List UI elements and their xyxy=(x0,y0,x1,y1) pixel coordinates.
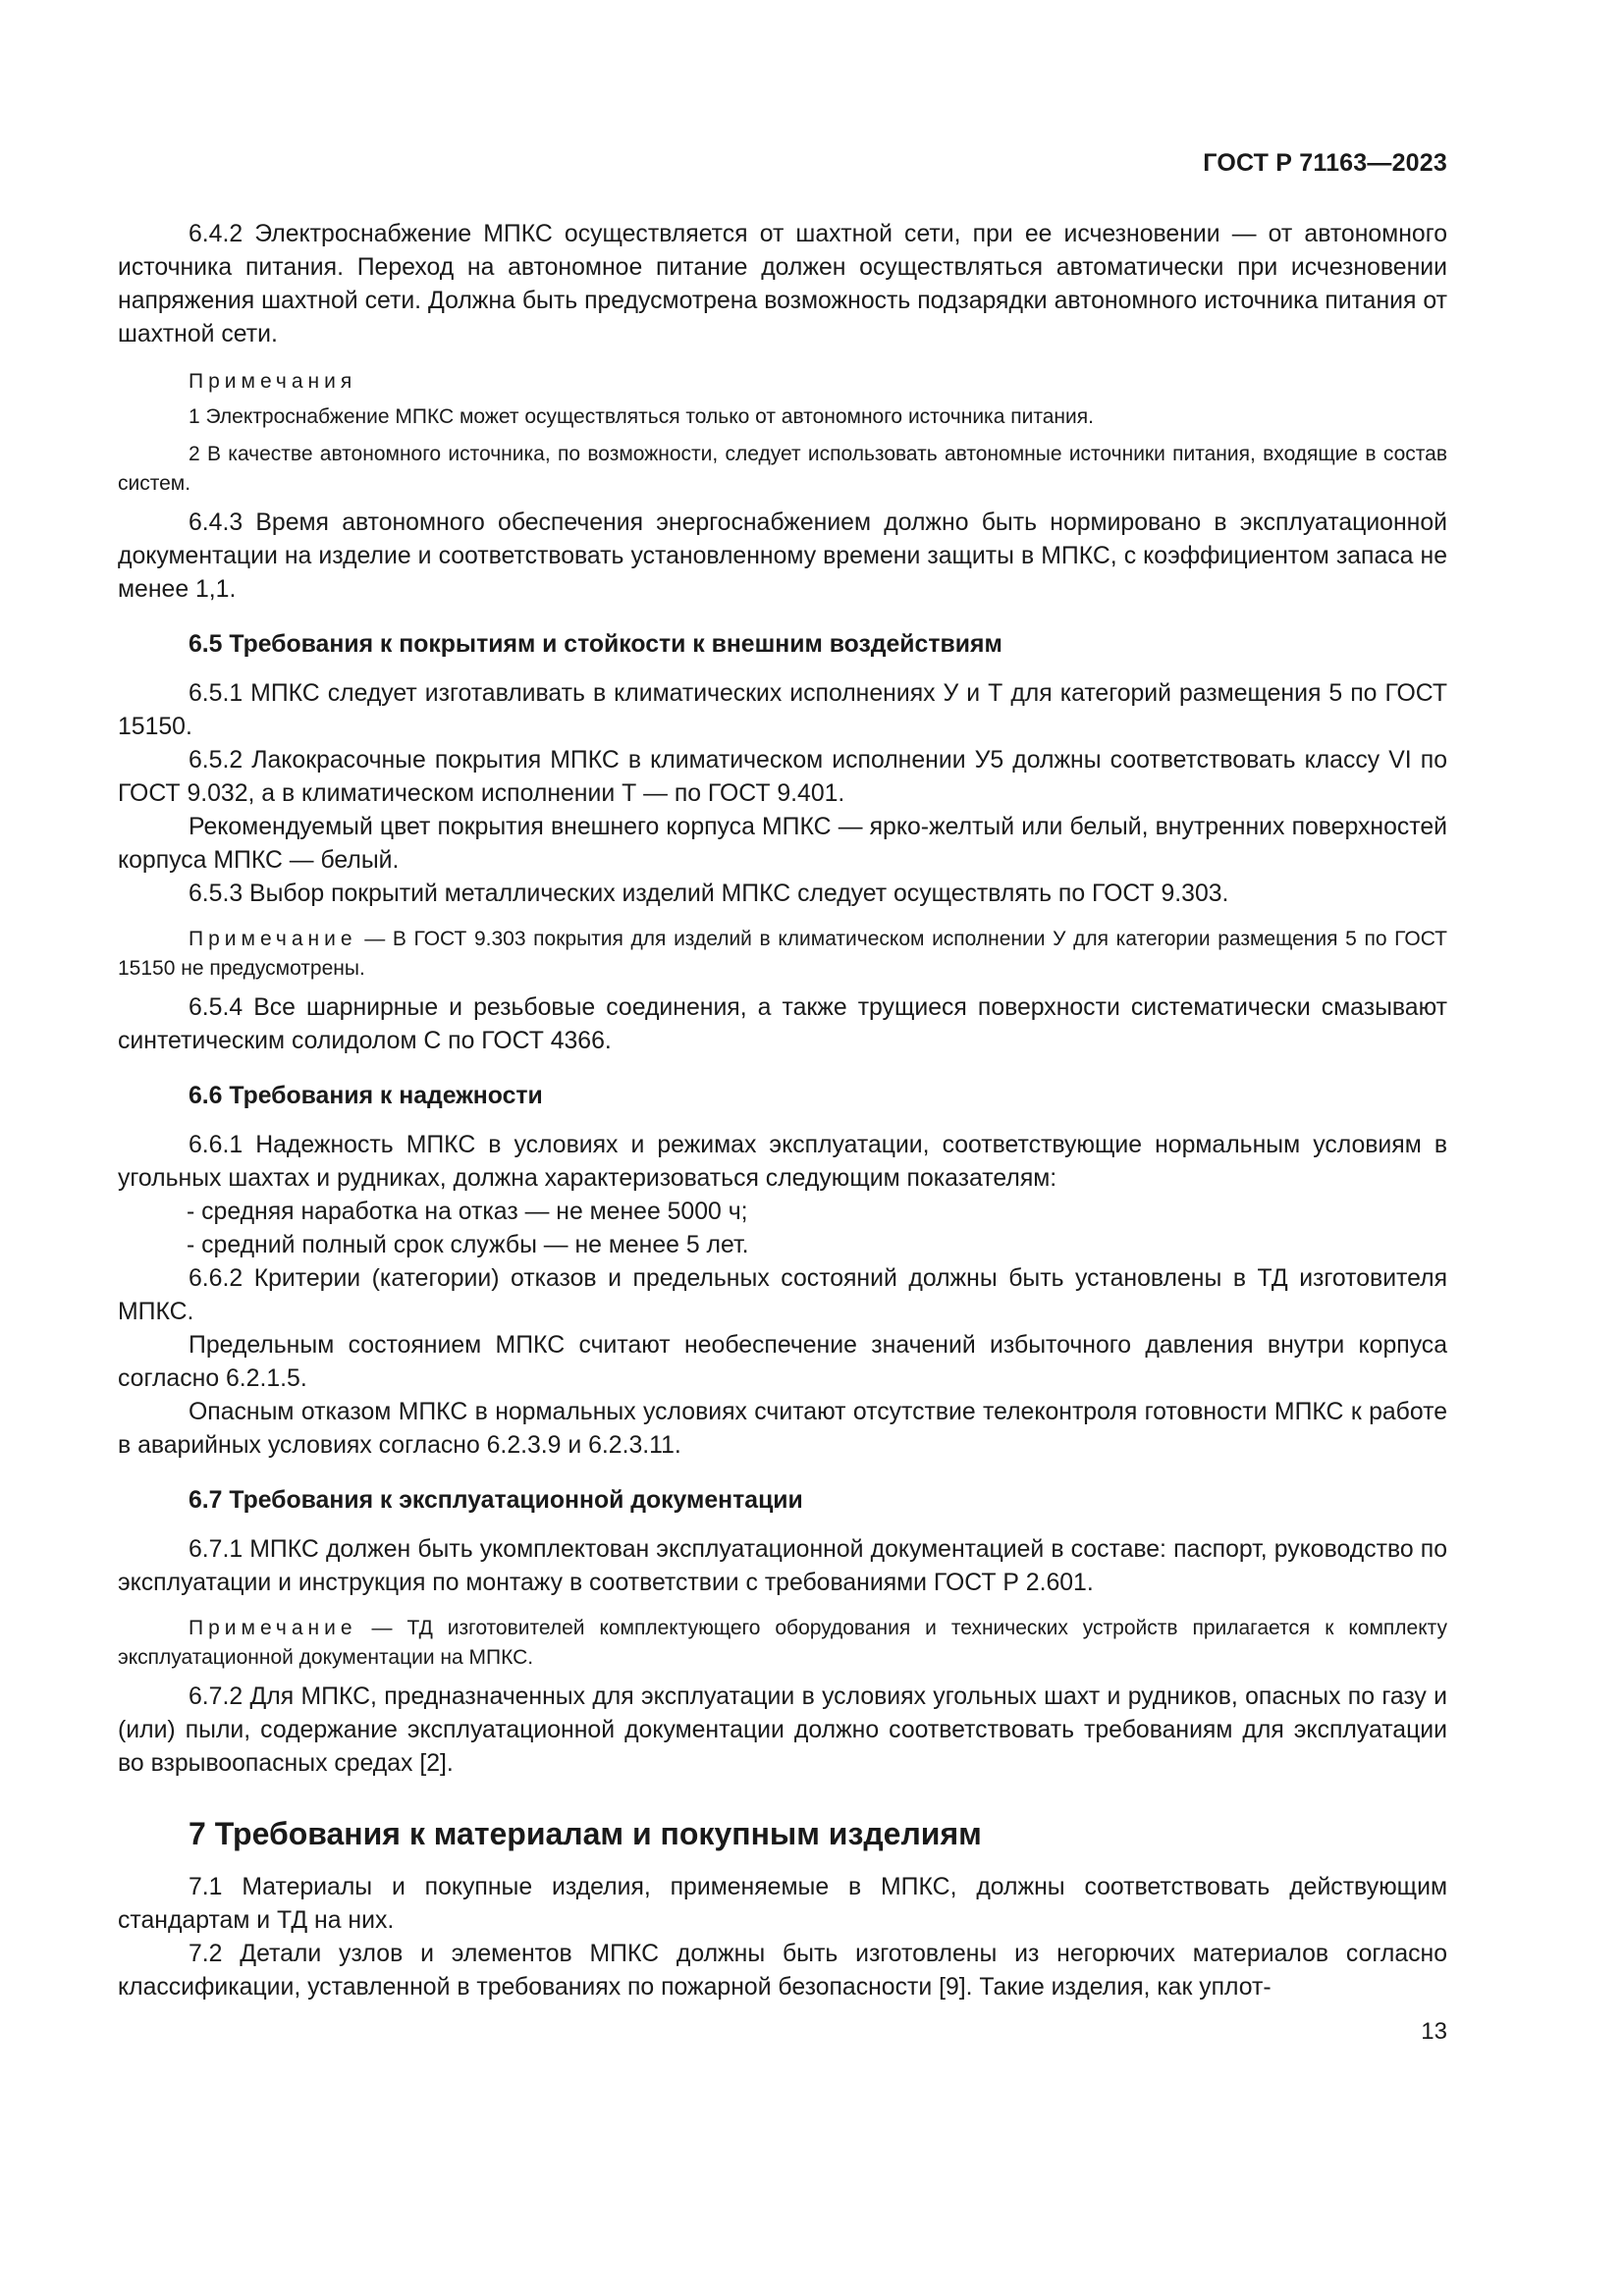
paragraph-6-6-2-dangerous-failure: Опасным отказом МПКС в нормальных условиях считают отсутствие телеконтроля готовности МПКС к работе в аварийных условиях согласно 6.2.3.9 и 6.2.3.11. xyxy=(118,1399,1447,1459)
section-heading-6-5: 6.5 Требования к покрытиям и стойкости к внешним воздействиям xyxy=(189,631,1002,658)
paragraph-6-6-1: 6.6.1 Надежность МПКС в условиях и режимах эксплуатации, соответствующие нормальным условиям в угольных шахтах и рудниках, должна характеризоваться следующим показателям: xyxy=(118,1132,1447,1192)
paragraph-6-4-2: 6.4.2 Электроснабжение МПКС осуществляется от шахтной сети, при ее исчезновении — от автономного источника питания. Переход на автономное питание должен осуществляться автоматически при исчезновении напряжения шахтной сети. Должна быть предусмотрена возможность подзарядки автономного источника питания от шахтной сети. xyxy=(118,221,1447,347)
page-content xyxy=(118,218,1447,2004)
note-text: — В ГОСТ 9.303 покрытия для изделий в климатическом исполнении У для категории размещения 5 по ГОСТ 15150 не предусмотрены. xyxy=(118,928,1447,980)
note-2: 2 В качестве автономного источника, по возможности, следует использовать автономные источники питания, входящие в состав систем. xyxy=(118,443,1447,495)
paragraph-6-7-1: 6.7.1 МПКС должен быть укомплектован эксплуатационной документацией в составе: паспорт, руководство по эксплуатации и инструкция по монтажу в соответствии с требованиями ГОСТ Р 2.601. xyxy=(118,1536,1447,1596)
paragraph-6-5-3: 6.5.3 Выбор покрытий металлических изделий МПКС следует осуществлять по ГОСТ 9.303. xyxy=(189,881,1229,907)
list-item-service-life: - средний полный срок службы — не менее 5 лет. xyxy=(187,1232,749,1258)
paragraph-6-4-3: 6.4.3 Время автономного обеспечения энергоснабжением должно быть нормировано в эксплуатационной документации на изделие и соответствовать установленному времени защиты в МПКС, с коэффициентом запаса не менее 1,1. xyxy=(118,509,1447,603)
paragraph-6-5-2-color: Рекомендуемый цвет покрытия внешнего корпуса МПКС — ярко-желтый или белый, внутренних поверхностей корпуса МПКС — белый. xyxy=(118,814,1447,874)
note-1: 1 Электроснабжение МПКС может осуществляться только от автономного источника питания. xyxy=(189,405,1094,428)
paragraph-6-5-1: 6.5.1 МПКС следует изготавливать в климатических исполнениях У и Т для категорий размещения 5 по ГОСТ 15150. xyxy=(118,680,1447,740)
section-heading-6-7: 6.7 Требования к эксплуатационной документации xyxy=(189,1487,803,1514)
paragraph-7-1: 7.1 Материалы и покупные изделия, применяемые в МПКС, должны соответствовать действующим стандартам и ТД на них. xyxy=(118,1874,1447,1934)
paragraph-6-6-2-limit-state: Предельным состоянием МПКС считают необеспечение значений избыточного давления внутри корпуса согласно 6.2.1.5. xyxy=(118,1332,1447,1392)
note-6-7-1 xyxy=(118,1614,1447,1673)
notes-heading: Примечания xyxy=(189,370,357,393)
paragraph-6-5-4: 6.5.4 Все шарнирные и резьбовые соединения, а также трущиеся поверхности систематически смазывают синтетическим солидолом С по ГОСТ 4366. xyxy=(118,994,1447,1054)
section-heading-6-6: 6.6 Требования к надежности xyxy=(189,1083,543,1109)
document-code: ГОСТ Р 71163—2023 xyxy=(1203,149,1447,177)
page-number: 13 xyxy=(1421,2018,1447,2045)
note-text: — ТД изготовителей комплектующего оборудования и технических устройств прилагается к комплекту эксплуатационной документации на МПКС. xyxy=(118,1617,1447,1669)
paragraph-6-5-2: 6.5.2 Лакокрасочные покрытия МПКС в климатическом исполнении У5 должны соответствовать классу VI по ГОСТ 9.032, а в климатическом исполнении Т — по ГОСТ 9.401. xyxy=(118,747,1447,807)
section-heading-7: 7 Требования к материалам и покупным изделиям xyxy=(189,1816,982,1851)
list-item-mtbf: - средняя наработка на отказ — не менее 5000 ч; xyxy=(187,1199,748,1225)
note-label: Примечание xyxy=(189,928,357,950)
paragraph-7-2: 7.2 Детали узлов и элементов МПКС должны быть изготовлены из негорючих материалов согласно классификации, уставленной в требованиях по пожарной безопасности [9]. Такие изделия, как уплот- xyxy=(118,1941,1447,2001)
paragraph-6-6-2: 6.6.2 Критерии (категории) отказов и предельных состояний должны быть установлены в ТД изготовителя МПКС. xyxy=(118,1265,1447,1325)
paragraph-6-7-2: 6.7.2 Для МПКС, предназначенных для эксплуатации в условиях угольных шахт и рудников, опасных по газу и (или) пыли, содержание эксплуатационной документации должно соответствовать требованиям для эксплуатации во взрывоопасных средах [2]. xyxy=(118,1683,1447,1777)
note-6-5-3 xyxy=(118,925,1447,984)
note-label: Примечание xyxy=(189,1617,357,1639)
